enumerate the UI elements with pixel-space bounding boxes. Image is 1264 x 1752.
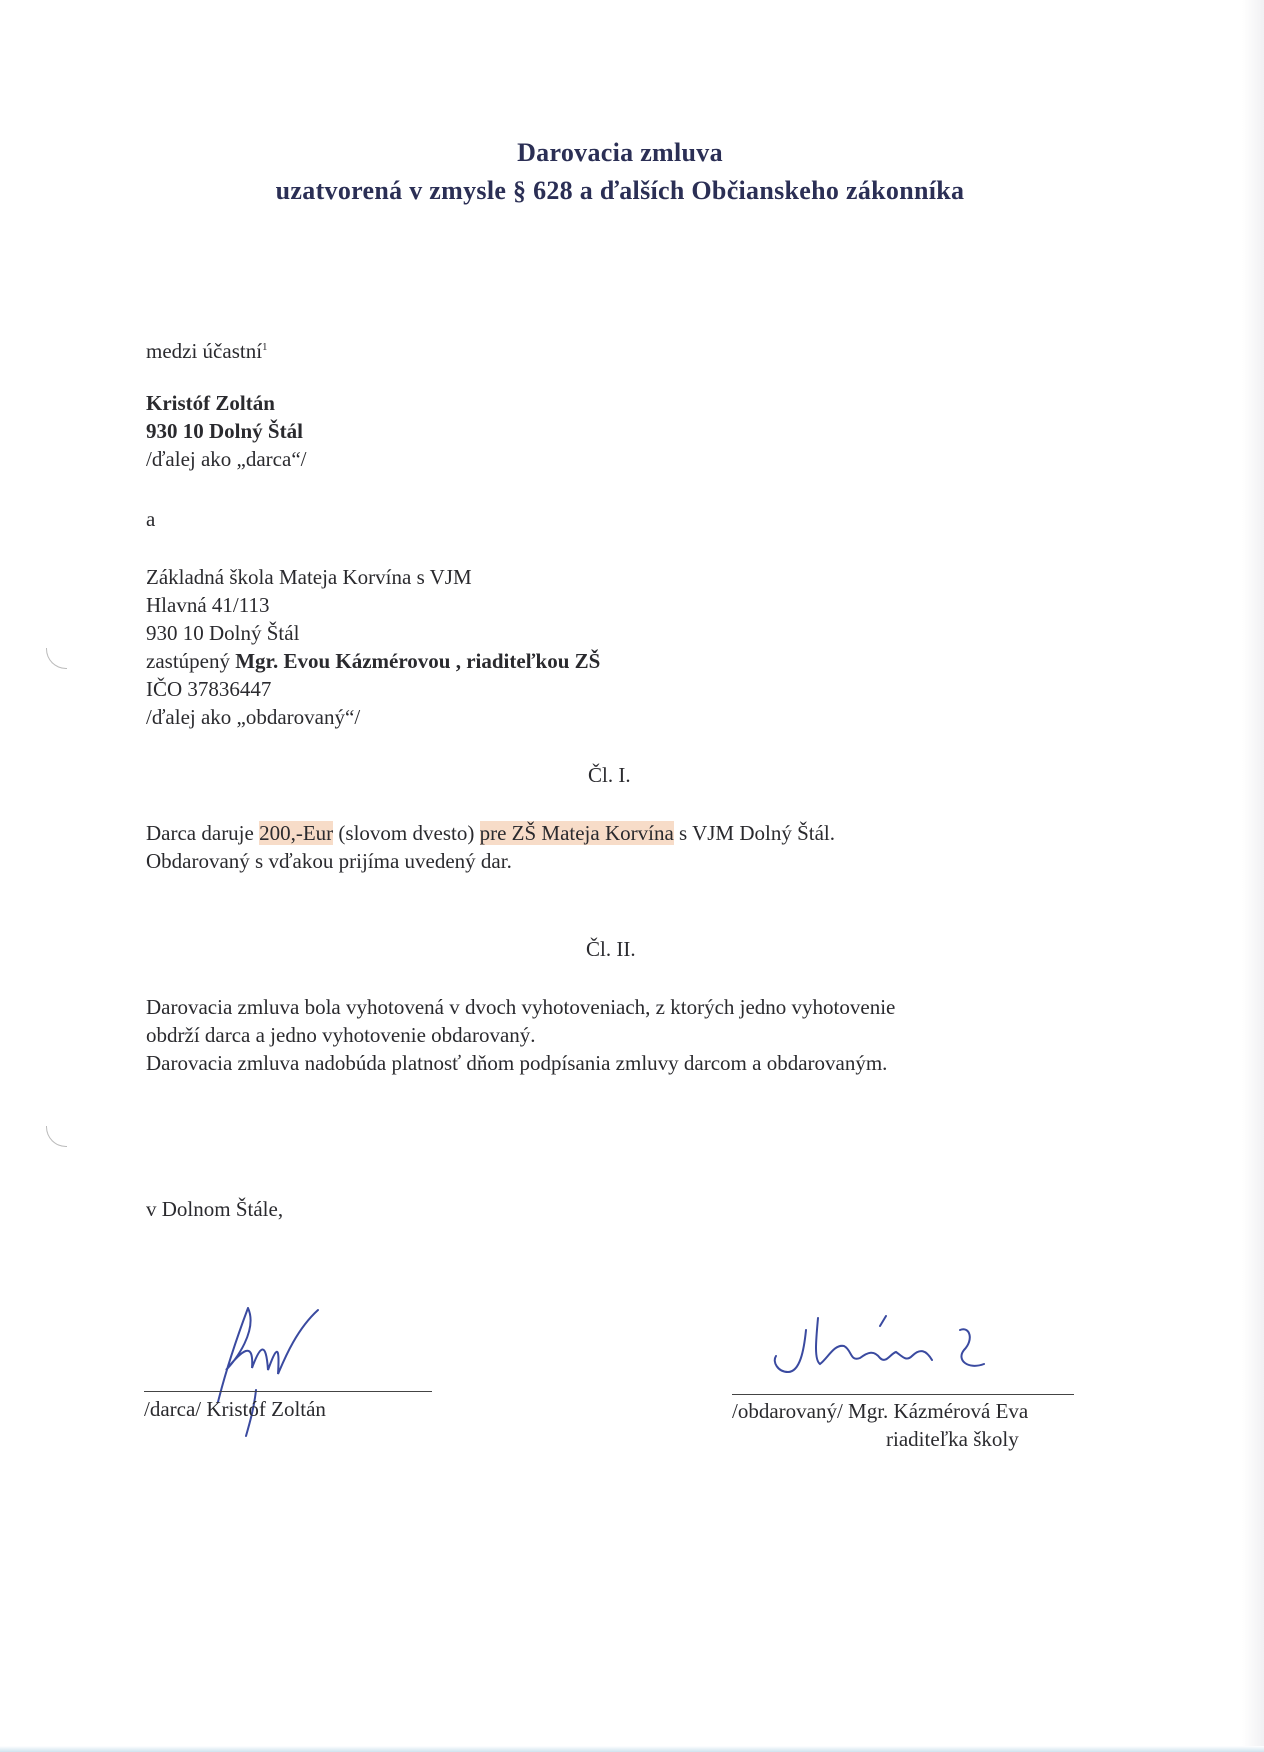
document-subtitle: uzatvorená v zmysle § 628 a ďalších Občianskeho zákonníka [275,176,965,205]
article-2-heading: Čl. II. [586,937,636,961]
recipient-representative: zastúpený Mgr. Evou Kázmérovou , riaditeľkou ZŠ [146,649,601,673]
article-1-heading: Čl. I. [588,763,631,787]
page-bottom-edge [0,1746,1264,1752]
parties-intro: medzi účastní$^1$ [146,339,268,363]
donor-role: /ďalej ako „darca“/ [146,447,307,471]
recipient-ico: IČO 37836447 [146,677,272,701]
page-edge-shadow [1242,0,1264,1752]
article-2-line-3: Darovacia zmluva nadobúda platnosť dňom podpísania zmluvy darcom a obdarovaným. [146,1051,888,1075]
recipient-city: 930 10 Dolný Štál [146,621,300,645]
article-1-line-1: Darca daruje 200,-Eur (slovom dvesto) pre ZŠ Mateja Korvína s VJM Dolný Štál. [146,821,836,845]
punch-hole-mark [46,1126,67,1147]
parties-connector: a [146,507,156,531]
donor-address: 930 10 Dolný Štál [146,419,303,443]
recipient-signature [760,1300,1020,1400]
recipient-name: Základná škola Mateja Korvína s VJM [146,565,472,589]
highlighted-amount: 200,-Eur [259,821,334,845]
recipient-street: Hlavná 41/113 [146,593,270,617]
donor-signature-line [144,1391,432,1392]
recipient-signature-label: /obdarovaný/ Mgr. Kázmérová Eva [732,1399,1029,1423]
document-title: Darovacia zmluva [517,138,723,167]
recipient-role: /ďalej ako „obdarovaný“/ [146,705,361,729]
signing-place: v Dolnom Štále, [146,1197,284,1221]
donor-signature-label: /darca/ Kristóf Zoltán [144,1397,326,1421]
recipient-signature-line [732,1394,1074,1395]
article-2-line-2: obdrží darca a jedno vyhotovenie obdarovaný. [146,1023,536,1047]
punch-hole-mark [46,648,67,669]
donor-name: Kristóf Zoltán [146,391,275,415]
highlighted-recipient: pre ZŠ Mateja Korvína [479,821,674,845]
recipient-signature-title: riaditeľka školy [886,1427,1019,1451]
article-1-line-2: Obdarovaný s vďakou prijíma uvedený dar. [146,849,512,873]
article-2-line-1: Darovacia zmluva bola vyhotovená v dvoch vyhotoveniach, z ktorých jedno vyhotovenie [146,995,896,1019]
